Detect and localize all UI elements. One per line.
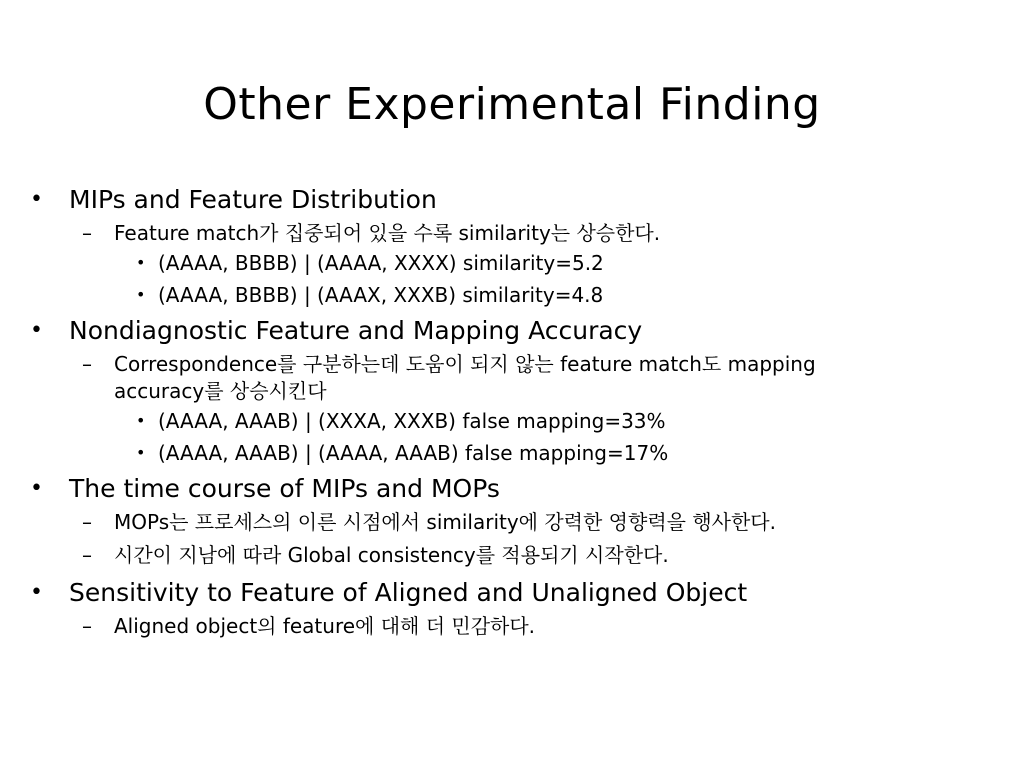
bullet-text: The time course of MIPs and MOPs <box>69 474 500 503</box>
sub-sub-bullet <box>0 437 1024 469</box>
bullet-marker: • <box>30 476 43 501</box>
bullet-mips-feature-distribution <box>0 182 1024 218</box>
sub-bullet-text: Feature match가 집중되어 있을 수록 similarity는 상승한다. <box>114 221 661 245</box>
bullet-marker: • <box>136 443 146 462</box>
bullet-sensitivity-aligned <box>0 575 1024 611</box>
sub-bullet-text: 시간이 지남에 따라 Global consistency를 적용되기 시작한다. <box>114 543 669 567</box>
sub-bullet <box>0 220 904 247</box>
sub-sub-bullet-text: (AAAA, BBBB) | (AAAX, XXXB) similarity=4.8 <box>158 283 604 307</box>
dash-marker: – <box>82 614 92 638</box>
bullet-marker: • <box>30 318 43 343</box>
bullet-time-course <box>0 471 1024 507</box>
dash-marker: – <box>82 510 92 534</box>
sub-bullet <box>0 351 904 405</box>
sub-sub-bullet-text: (AAAA, AAAB) | (AAAA, AAAB) false mapping=17% <box>158 441 669 465</box>
sub-bullet-text: Correspondence를 구분하는데 도움이 되지 않는 feature match도 mapping accuracy를 상승시킨다 <box>114 352 816 403</box>
sub-bullet <box>0 613 904 640</box>
sub-bullet <box>0 509 1014 536</box>
bullet-marker: • <box>136 253 146 272</box>
dash-marker: – <box>82 221 92 245</box>
sub-bullet-text: MOPs는 프로세스의 이른 시점에서 similarity에 강력한 영향력을 행사한다. <box>114 510 776 534</box>
slide-title: Other Experimental Finding <box>203 79 821 130</box>
slide-content <box>0 182 1024 640</box>
sub-sub-bullet <box>0 405 1024 437</box>
bullet-marker: • <box>30 187 43 212</box>
sub-sub-bullet <box>0 247 1024 279</box>
bullet-text: Nondiagnostic Feature and Mapping Accuracy <box>69 316 643 345</box>
sub-sub-bullet-text: (AAAA, BBBB) | (AAAA, XXXX) similarity=5.2 <box>158 251 604 275</box>
dash-marker: – <box>82 352 92 376</box>
bullet-marker: • <box>136 285 146 304</box>
bullet-nondiagnostic-feature <box>0 313 1024 349</box>
dash-marker: – <box>82 543 92 567</box>
bullet-marker: • <box>30 580 43 605</box>
sub-sub-bullet-text: (AAAA, AAAB) | (XXXA, XXXB) false mapping=33% <box>158 409 666 433</box>
bullet-text: Sensitivity to Feature of Aligned and Unaligned Object <box>69 578 748 607</box>
sub-sub-bullet <box>0 279 1024 311</box>
bullet-text: MIPs and Feature Distribution <box>69 185 437 214</box>
bullet-marker: • <box>136 411 146 430</box>
sub-bullet <box>0 542 1014 569</box>
sub-bullet-text: Aligned object의 feature에 대해 더 민감하다. <box>114 614 536 638</box>
